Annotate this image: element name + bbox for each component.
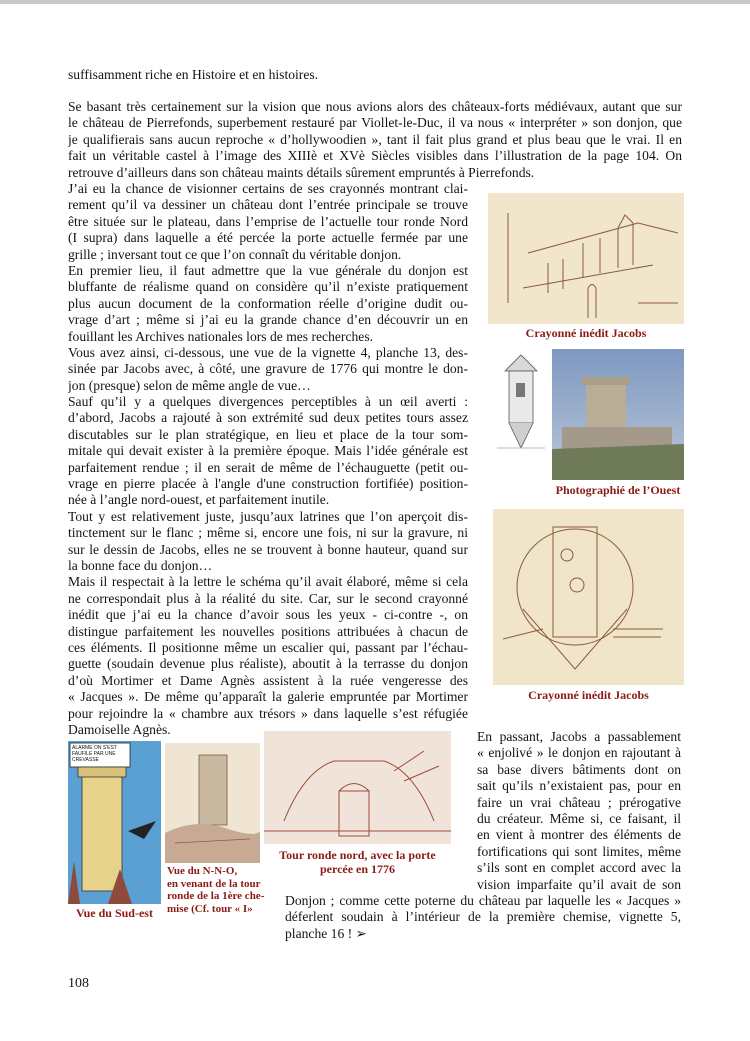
caption-line: percée en 1776 [319,862,396,876]
donjon-photo [552,349,684,480]
text-line: Sauf qu’il y a quelques divergences perceptibles à un œil averti : [68,394,468,410]
text-line: Vous avez ainsi, ci-dessous, une vue de la vignette 4, planche 13, des- [68,344,468,360]
text-line: Donjon ; comme cette poterne du château par laquelle les « Jacques » [285,893,681,908]
tower-caption [264,848,451,876]
caption-line: mise (Cf. tour « I» [167,902,253,915]
text-line: être située sur le plateau, dans l’emprise de l’actuelle tour ronde Nord [68,213,468,229]
text-line: s’ils sont en complet accord avec la [477,860,681,876]
text-line: sur le dessin de Jacobs, elles ne se trouvent à bonne hauteur, quand sur [68,541,468,557]
text-line: inédit que j’ai eu la chance d’avoir sous les yeux - ci-contre -, on [68,607,468,623]
intro-line: suffisamment riche en Histoire et en histoires. [68,67,319,82]
text-line: (I supra) dans laquelle a été percée la porte actuelle fermée par une [68,230,468,246]
text-line: rement qu’il va dessiner un château dont l’entrée principale se trouve [68,197,468,213]
text-line: grille ; inversant tout ce que l’on connaît du véritable donjon. [68,246,402,262]
text-line: « enjolivé » le donjon en rajoutant à [477,745,681,761]
text-line: le château de Pierrefonds, superbement restauré par Viollet-le-Duc, il va nous « interpréter » son donjon, que [68,115,682,131]
text-line: faire un vrai château ; prérogative [477,794,681,810]
text-line: Tout y est relativement juste, jusqu’aux latrines que l’on aperçoit dis- [68,508,468,524]
caption-line: ronde de la 1ère che- [167,890,265,902]
final-paragraph [285,893,681,942]
text-line: Se basant très certainement sur la vision que nous avions alors des châteaux-forts médiévaux, autant que sur [68,99,682,114]
text-line: En passant, Jacobs a passablement [477,729,681,744]
engraving-caption [167,865,277,915]
photo-caption: Photographié de l’Ouest [555,483,681,497]
sketch-1-caption: Crayonné inédit Jacobs [525,326,647,340]
text-line: Mais il respectait à la lettre le schéma qu’il avait élaboré, même si cela [68,574,468,590]
text-line: mitale qui devait exister à la première époque. Mais l’idée générale est [68,443,468,459]
text-line: je qualifierais sans aucun reproche « d’hollywoodien », tant il fait plus grand et plus beau que le vrai. Il en [68,131,682,147]
text-line: J’ai eu la chance de visionner certains de ses crayonnés montrant clai- [68,181,468,196]
sketch-1-image [488,193,684,324]
comic-panel [68,741,161,904]
watchtower-drawing [497,353,545,461]
text-line: sait qu’ils n’existaient pas, pour en [477,778,681,794]
tower-drawing [264,731,451,844]
top-scroll-edge [0,0,750,4]
comic-speech-bubble: ALARME ON S'EST FAUFILE PAR UNE CREVASSE [72,745,117,763]
text-line: d’où Mortimer et Dame Agnès assistent à la ruée vengeresse des [68,672,468,688]
text-line: guette (soudain devenue plus réaliste), aboutit à la terrasse du donjon [68,656,468,672]
text-line: ces éléments. Il positionne même un escalier qui, passant par l’échau- [68,639,468,655]
text-line: En premier lieu, il faut admettre que la vue générale du donjon est [68,262,468,278]
text-line: d’abord, Jacobs a rajouté à son extrémité sud deux petites tours assez [68,410,468,426]
text-line: vrage en pierre placée à l'angle d'une construction fortifiée) position- [68,476,468,492]
text-line: tinctement sur le flanc ; même si, encore une fois, ni sur la gravure, ni [68,525,468,541]
text-line: fortifications qui sont limites, même [477,843,681,859]
comic-caption: Vue du Sud-est [76,906,153,920]
text-line: jon (presque) selon de même angle de vue… [68,377,311,393]
text-line: planche 16 ! ➢ [285,925,367,941]
text-line: plus aucun document de la conformation réelle d’origine dudit ou- [68,295,468,311]
text-line: la bonne face du donjon… [68,557,213,573]
text-line: ne correspondait plus à la réalité du site. Car, sur le second crayonné [68,590,468,606]
text-line: déferlent soudain à l’intérieur de la première chemise, vignette 5, [285,909,681,925]
text-line: fouillant les Archives nationales lors de mes recherches. [68,328,374,344]
sketch-2-caption: Crayonné inédit Jacobs [528,688,649,702]
engraving-image [165,743,260,863]
text-line: sa base divers bâtiments dont on [477,761,681,777]
text-line: fait un véritable castel à l’image des XIIIè et XVè Siècles visibles dans l’illustration de la page 104. On [68,148,682,164]
text-line: sinée par Jacobs avec, à côté, une gravure de 1776 qui montre le don- [68,361,468,377]
caption-line: en venant de la tour [167,877,261,890]
text-line: pour rejoindre la « chambre aux trésors » dans laquelle s’est réfugiée [68,705,468,721]
page-number: 108 [68,976,89,991]
text-line: née à l’angle nord-ouest, et parfaitement inutile. [68,492,330,508]
text-line: discutables sur le plan stratégique, en lieu et place de la tour som- [68,426,468,442]
text-line: bluffante de réalisme quand on considère qu’il n’existe pratiquement [68,279,468,295]
text-line: parfaitement rendue ; il en serait de même de l’échauguette (petit ou- [68,459,468,475]
text-line: Damoiselle Agnès. [68,721,171,737]
text-line: distingue parfaitement les nouvelles positions attribuées à chacun de [68,623,468,639]
right-column-text [477,729,681,893]
text-line: vision imparfaite qu’il avait de son [477,876,681,892]
text-line: du créateur. Même si, ce faisant, il [477,810,681,826]
caption-line: Vue du N-N-O, [167,865,238,877]
caption-line: Tour ronde nord, avec la porte [279,848,436,862]
sketch-2-image [493,509,684,685]
left-column-text [68,181,468,738]
text-line: « Jacques ». De même qu’apparaît la galerie empruntée par Mortimer [68,689,468,705]
text-line: vrage d’art ; même si j’ai eu la grande chance d’en découvrir un en [68,312,468,328]
text-line: retrouve d’ailleurs dans son château maints détails sûrement empruntés à Pierrefonds. [68,164,535,180]
text-line: en vient à montrer des éléments de [477,827,681,843]
paragraph-1 [68,99,682,181]
